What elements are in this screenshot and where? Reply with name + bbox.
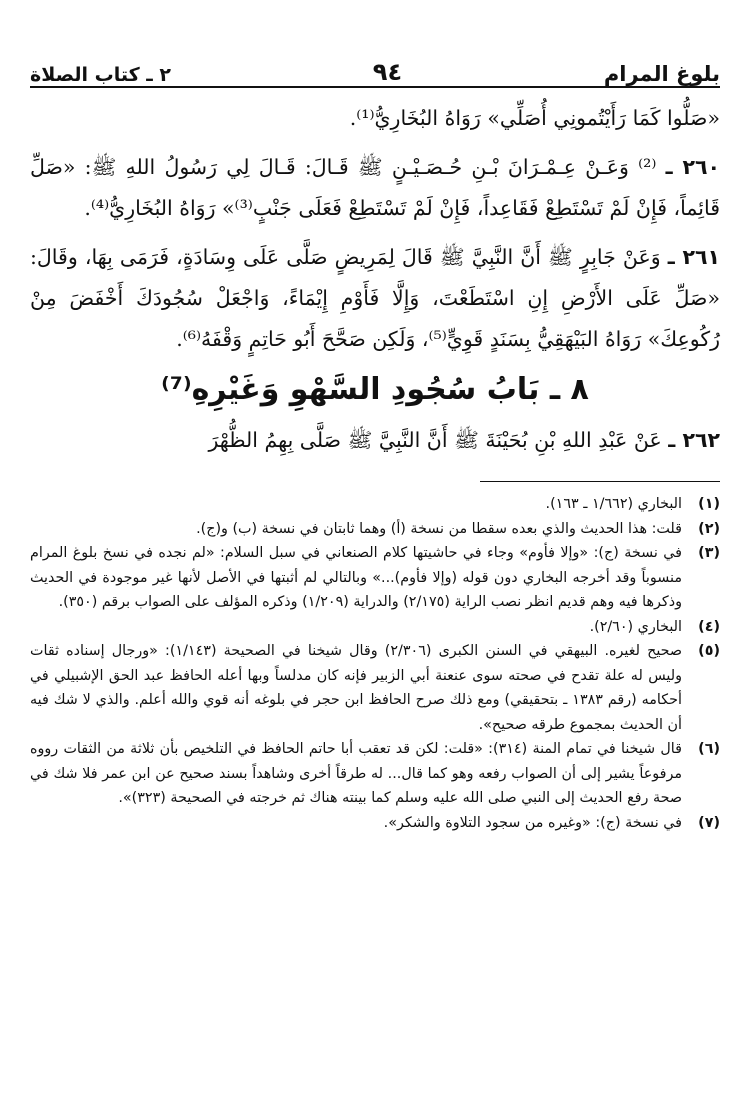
book-page	[30, 52, 720, 835]
chapter-title: ٨ ـ بَابُ سُجُودِ السَّهْوِ وَغَيْرِهِ⁽⁷⁾	[161, 372, 589, 407]
hadith-text: عَنْ عَبْدِ اللهِ بْنِ بُحَيْنَةَ ﷺ أَنَّ النَّبِيَّ ﷺ صَلَّى بِهِمُ الظُّهْرَ	[208, 428, 662, 452]
page-number: ٩٤	[372, 58, 403, 86]
hadith-ending-paragraph: «صَلُّوا كَمَا رَأَيْتُمونِي أُصَلِّي» رَوَاهُ البُخَارِيُّ⁽¹⁾.	[349, 106, 720, 130]
footnote-text: قال شيخنا في تمام المنة (٣١٤): «قلت: لكن قد تعقب أبا حاتم الحافظ في التلخيص بأن ثلاثة من الثقات رووه مرفوعاً يشير إلى أن الصواب رفعه وهو كما قال... له طرقاً أخرى وشاهداً بسند صحيح عن ابن عمر فلا شك في صحة رفع الحديث إلى النبي صلى الله عليه وسلم كما بينته هناك ثم خرجته في الصحيحة (٣٢٣)».	[30, 741, 682, 806]
footnote	[30, 517, 720, 542]
footnote-number: (٢)	[698, 520, 720, 537]
footnote-text: البخاري (٢/٦٠).	[589, 618, 682, 635]
page-header	[30, 52, 720, 88]
footnote	[30, 811, 720, 836]
hadith-number: ٢٦٢ ـ	[668, 428, 720, 452]
hadith-number: ٢٦١ ـ	[667, 245, 720, 269]
footnote-text: قلت: هذا الحديث والذي بعده سقطا من نسخة (أ) وهما ثابتان في نسخة (ب) و(ج).	[196, 520, 682, 537]
hadith-262	[30, 420, 720, 461]
footnote-number: (١)	[698, 496, 720, 512]
footnote-number: (٥)	[698, 643, 720, 659]
hadith-number: ٢٦٠ ـ	[665, 155, 720, 179]
footnote	[30, 615, 720, 640]
main-text	[30, 98, 720, 461]
footnote-text: في نسخة (ج): «وإلا فأوم» وجاء في حاشيتها كلام الصنعاني في سبل السلام: «لم نجده في نسخ بلوغ المرام منسوباً وقد أخرجه البخاري دون قوله (وإلا فأوم)...» وبالتالي لم أثبتها في الأصل لأنها غير موجودة في الحديث وذكرها فيه وهم قديم انظر نصب الراية (٢/١٧٥) والدراية (١/٢٠٩) وذكره المؤلف على الصواب برقم (٣٥٠).	[30, 545, 682, 610]
footnote-number: (٦)	[698, 741, 720, 757]
footnote-text: البخاري (١/٦٦٢ ـ ١٦٣).	[545, 496, 682, 512]
chapter-name: ٢ ـ كتاب الصلاة	[30, 64, 171, 86]
footnote-number: (٤)	[698, 618, 720, 635]
footnote-number: (٧)	[698, 814, 720, 831]
footnote-text: صحيح لغيره. البيهقي في السنن الكبرى (٢/٣٠٦) وقال شيخنا في الصحيحة (١/١٤٣): «ورجال إسناده ثقات وليس له علة تقدح في صحته سوى عنعنة أبي الزبير فإنه كان مدلساً وبها أعله الحافظ عبد الحق الإشبيلي في أحكامه (رقم ١٣٨٣ ـ بتحقيقي) ومع ذلك صرح الحافظ ابن حجر في بلوغه أنه قوي والله أعلم. والذي لا شك فيه أن الحديث بمجموع طرقه صحيح».	[30, 643, 682, 733]
book-title: بلوغ المرام	[603, 62, 720, 86]
footnote-number: (٣)	[698, 545, 720, 561]
footnote	[30, 639, 720, 737]
footnotes-list	[30, 492, 720, 835]
hadith-text: وَعَنْ جَابِرٍ ﷺ أَنَّ النَّبِيَّ ﷺ قَالَ لِمَرِيضٍ صَلَّى عَلَى وِسَادَةٍ، فَرَمَى بِهَا، وقَالَ: «صَلِّ عَلَى الأَرْضِ إِنِ اسْتَطَعْتَ، وَإِلَّا فَأَوْمِ إِيْمَاءً، وَاجْعَلْ سُجُودَكَ أَخْفَضَ مِنْ رُكُوعِكَ» رَوَاهُ البَيْهَقِيُّ بِسَنَدٍ قَوِيٍّ⁽⁵⁾، وَلَكِن صَحَّحَ أَبُو حَاتِمٍ وَقْفَهُ⁽⁶⁾.	[30, 245, 720, 351]
footnote-text: في نسخة (ج): «وغيره من سجود التلاوة والشكر».	[383, 814, 682, 831]
footnote	[30, 541, 720, 615]
hadith-260	[30, 147, 720, 229]
hadith-261	[30, 237, 720, 360]
footnote	[30, 737, 720, 811]
footnote-separator	[480, 481, 720, 482]
footnote	[30, 492, 720, 517]
hadith-text: ⁽²⁾ وَعَـنْ عِـمْـرَانَ بْـنِ حُـصَـيْـنٍ ﷺ قَـالَ: قَـالَ لِي رَسُولُ اللهِ ﷺ: «صَلِّ قَائِماً، فَإِنْ لَمْ تَسْتَطِعْ فَقَاعِداً، فَإِنْ لَمْ تَسْتَطِعْ فَعَلَى جَنْبٍ⁽³⁾» رَوَاهُ البُخَارِيُّ⁽⁴⁾.	[30, 155, 720, 220]
